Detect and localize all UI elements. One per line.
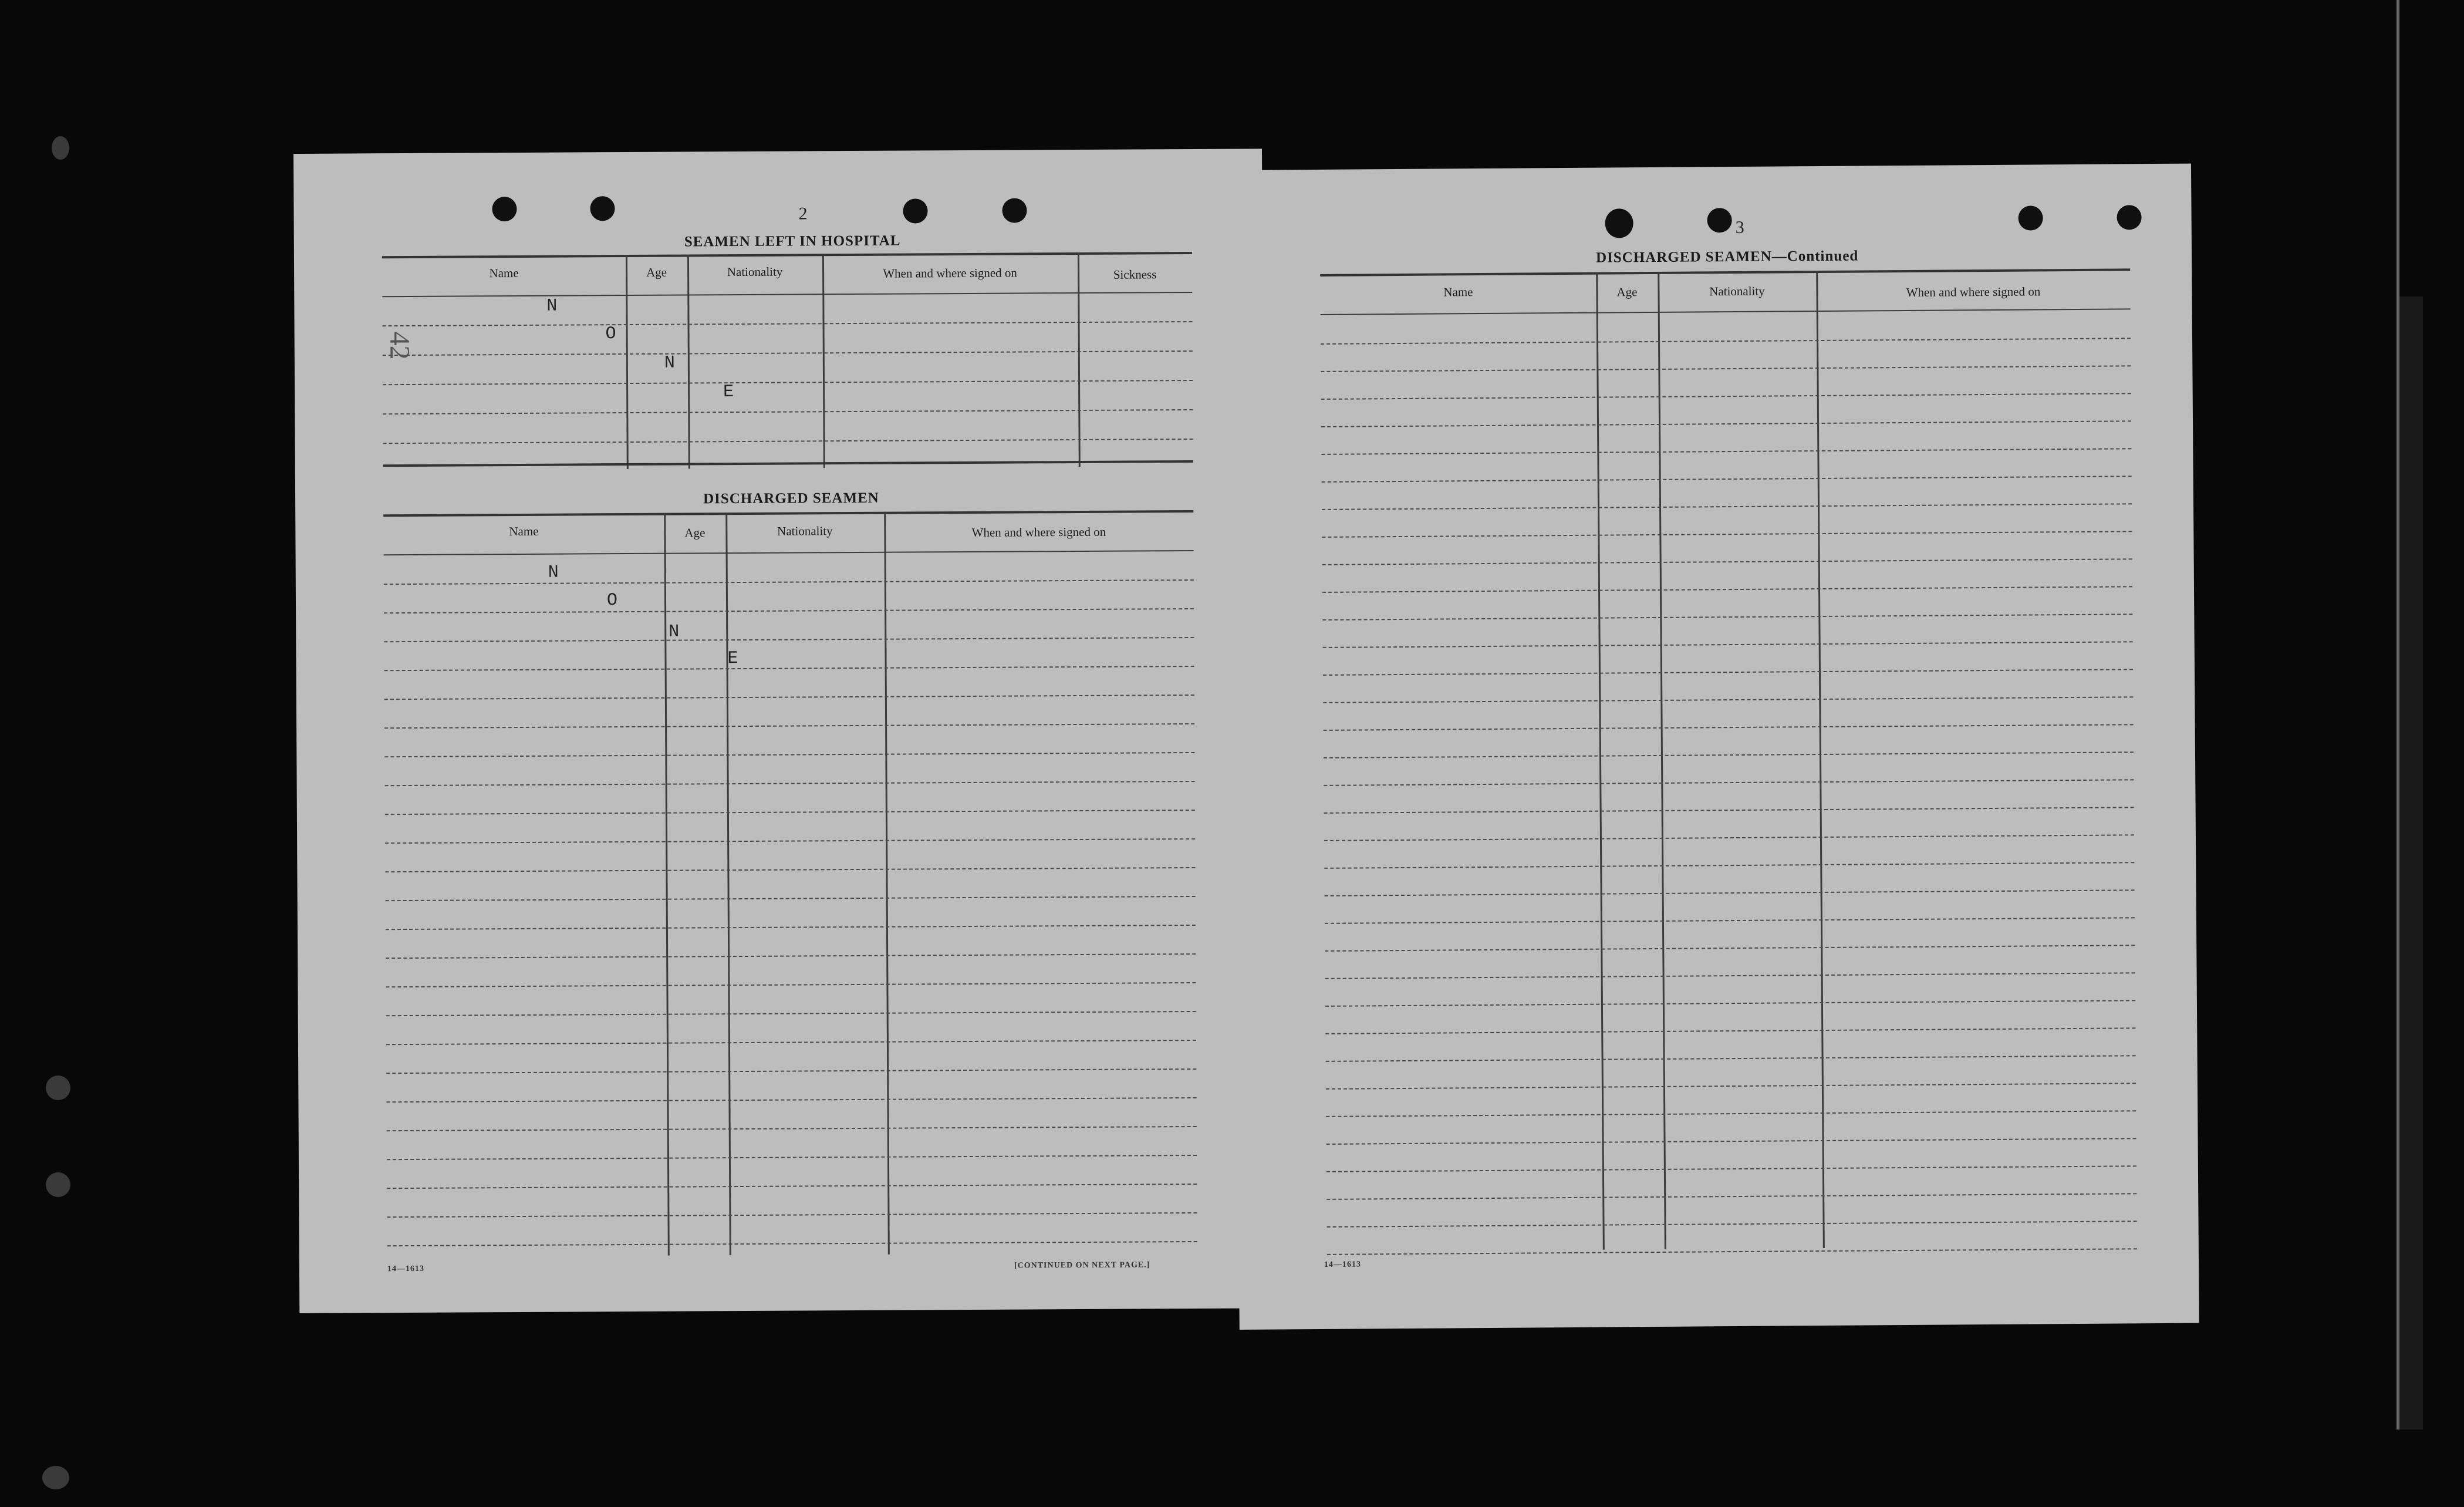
row-line: [1322, 586, 2132, 593]
right-page: [1231, 164, 2199, 1330]
row-line: [1322, 613, 2132, 621]
table-header-rule: [382, 292, 1192, 297]
edge-hole-3: [46, 1172, 70, 1197]
row-line: [1324, 779, 2134, 786]
stamp-letter: E: [727, 649, 738, 669]
column-divider: [822, 254, 825, 468]
punch-hole: [1605, 208, 1633, 238]
column-header-nationality: Nationality: [777, 524, 833, 538]
punch-hole: [1707, 208, 1731, 232]
punch-hole: [590, 196, 615, 221]
row-line: [1327, 1221, 2137, 1228]
row-line: [384, 694, 1194, 700]
row-line: [1324, 862, 2134, 869]
row-line: [1324, 834, 2134, 841]
stamp-letter: N: [669, 622, 680, 642]
row-line: [1323, 641, 2133, 648]
row-line: [1322, 476, 2132, 483]
row-line: [1322, 558, 2132, 565]
row-line: [1326, 1083, 2136, 1090]
column-divider: [1658, 272, 1666, 1249]
row-line: [1323, 669, 2133, 676]
hospital-table: [382, 252, 1193, 470]
row-line: [1324, 807, 2134, 814]
row-line: [1324, 751, 2134, 758]
row-line: [1326, 1193, 2136, 1200]
scanner-edge-strip: [2399, 296, 2423, 1430]
row-line: [1321, 393, 2131, 400]
stamp-letter: O: [605, 324, 616, 345]
table-top-rule: [1320, 268, 2130, 277]
page-number: 3: [1735, 217, 1744, 238]
discharged-continued-title: DISCHARGED SEAMEN—Continued: [1595, 248, 1859, 266]
row-line: [1321, 365, 2131, 372]
stamp-letter: O: [606, 591, 618, 611]
row-line: [384, 608, 1194, 613]
row-line: [386, 982, 1196, 987]
row-line: [1322, 503, 2132, 510]
column-divider: [725, 513, 731, 1255]
table-header-rule: [384, 550, 1194, 555]
punch-hole: [2117, 205, 2141, 230]
row-line: [385, 810, 1195, 815]
row-line: [385, 781, 1195, 786]
table-bottom-rule: [383, 460, 1193, 467]
row-line: [387, 1184, 1197, 1189]
column-divider: [1816, 271, 1825, 1248]
row-line: [386, 925, 1196, 930]
discharged-continued-table: [1320, 268, 2137, 1252]
column-divider: [1596, 272, 1605, 1250]
punch-hole: [903, 198, 927, 223]
row-line: [1325, 1027, 2135, 1034]
row-line: [1327, 1248, 2137, 1255]
row-line: [1325, 972, 2135, 979]
column-header-name: Name: [1443, 285, 1473, 299]
punch-hole: [2018, 205, 2043, 230]
margin-mark: 42: [384, 331, 416, 360]
row-line: [385, 838, 1195, 844]
table-top-rule: [383, 510, 1193, 517]
row-line: [387, 1212, 1197, 1218]
row-line: [1321, 338, 2131, 345]
row-line: [1324, 724, 2134, 731]
row-line: [384, 579, 1194, 585]
row-line: [1325, 945, 2135, 952]
continued-note: [CONTINUED ON NEXT PAGE.]: [1014, 1260, 1150, 1270]
row-line: [1326, 1055, 2136, 1062]
row-line: [1322, 531, 2132, 538]
row-line: [1326, 1165, 2136, 1172]
row-line: [383, 409, 1193, 414]
hospital-section-title: SEAMEN LEFT IN HOSPITAL: [684, 232, 901, 250]
row-line: [386, 1040, 1196, 1045]
row-line: [386, 896, 1196, 901]
column-divider: [626, 255, 629, 469]
row-line: [1321, 448, 2131, 455]
stamp-letter: N: [548, 562, 559, 583]
column-header-age: Age: [646, 265, 667, 279]
row-line: [1325, 917, 2135, 924]
column-divider: [687, 254, 690, 468]
row-line: [1326, 1138, 2136, 1145]
row-line: [1321, 420, 2131, 427]
form-code: 14—1613: [387, 1264, 424, 1274]
column-header-name: Name: [509, 524, 539, 539]
stamp-letter: N: [664, 353, 675, 373]
edge-hole-1: [52, 136, 69, 160]
column-divider: [884, 512, 890, 1255]
column-header-nationality: Nationality: [1709, 284, 1765, 299]
discharged-table: [383, 510, 1197, 1257]
row-line: [386, 1068, 1196, 1074]
edge-hole-4: [42, 1466, 69, 1489]
punch-hole: [492, 197, 517, 221]
discharged-section-title: DISCHARGED SEAMEN: [703, 490, 879, 507]
row-line: [384, 752, 1194, 757]
row-line: [387, 1241, 1197, 1246]
column-header-signed-on: When and where signed on: [883, 265, 1017, 281]
column-header-signed-on: When and where signed on: [971, 524, 1106, 540]
row-line: [383, 350, 1193, 356]
table-top-rule: [382, 252, 1192, 258]
row-line: [387, 1126, 1197, 1131]
column-divider: [1078, 252, 1081, 467]
row-line: [387, 1155, 1197, 1160]
left-page: [293, 149, 1268, 1313]
row-line: [1325, 1000, 2135, 1007]
row-line: [384, 723, 1194, 729]
edge-hole-2: [46, 1076, 70, 1100]
row-line: [383, 380, 1193, 385]
row-line: [383, 439, 1193, 444]
stamp-letter: E: [723, 382, 734, 403]
column-header-name: Name: [489, 265, 519, 281]
row-line: [384, 637, 1194, 642]
column-header-nationality: Nationality: [727, 264, 783, 279]
column-header-age: Age: [1616, 285, 1638, 299]
row-line: [386, 1011, 1196, 1016]
row-line: [385, 867, 1195, 872]
row-line: [386, 953, 1196, 959]
row-line: [383, 321, 1193, 326]
row-line: [1323, 696, 2133, 703]
row-line: [384, 666, 1194, 671]
row-line: [1326, 1110, 2136, 1117]
column-header-signed-on: When and where signed on: [1906, 284, 2041, 299]
row-line: [1325, 889, 2135, 896]
page-number: 2: [798, 204, 808, 224]
row-line: [386, 1097, 1196, 1103]
punch-hole: [1002, 198, 1027, 222]
column-header-sickness: Sickness: [1113, 267, 1157, 282]
form-code: 14—1613: [1324, 1260, 1362, 1269]
column-header-age: Age: [684, 525, 706, 540]
table-header-rule: [1321, 308, 2131, 315]
stamp-letter: N: [546, 296, 558, 316]
